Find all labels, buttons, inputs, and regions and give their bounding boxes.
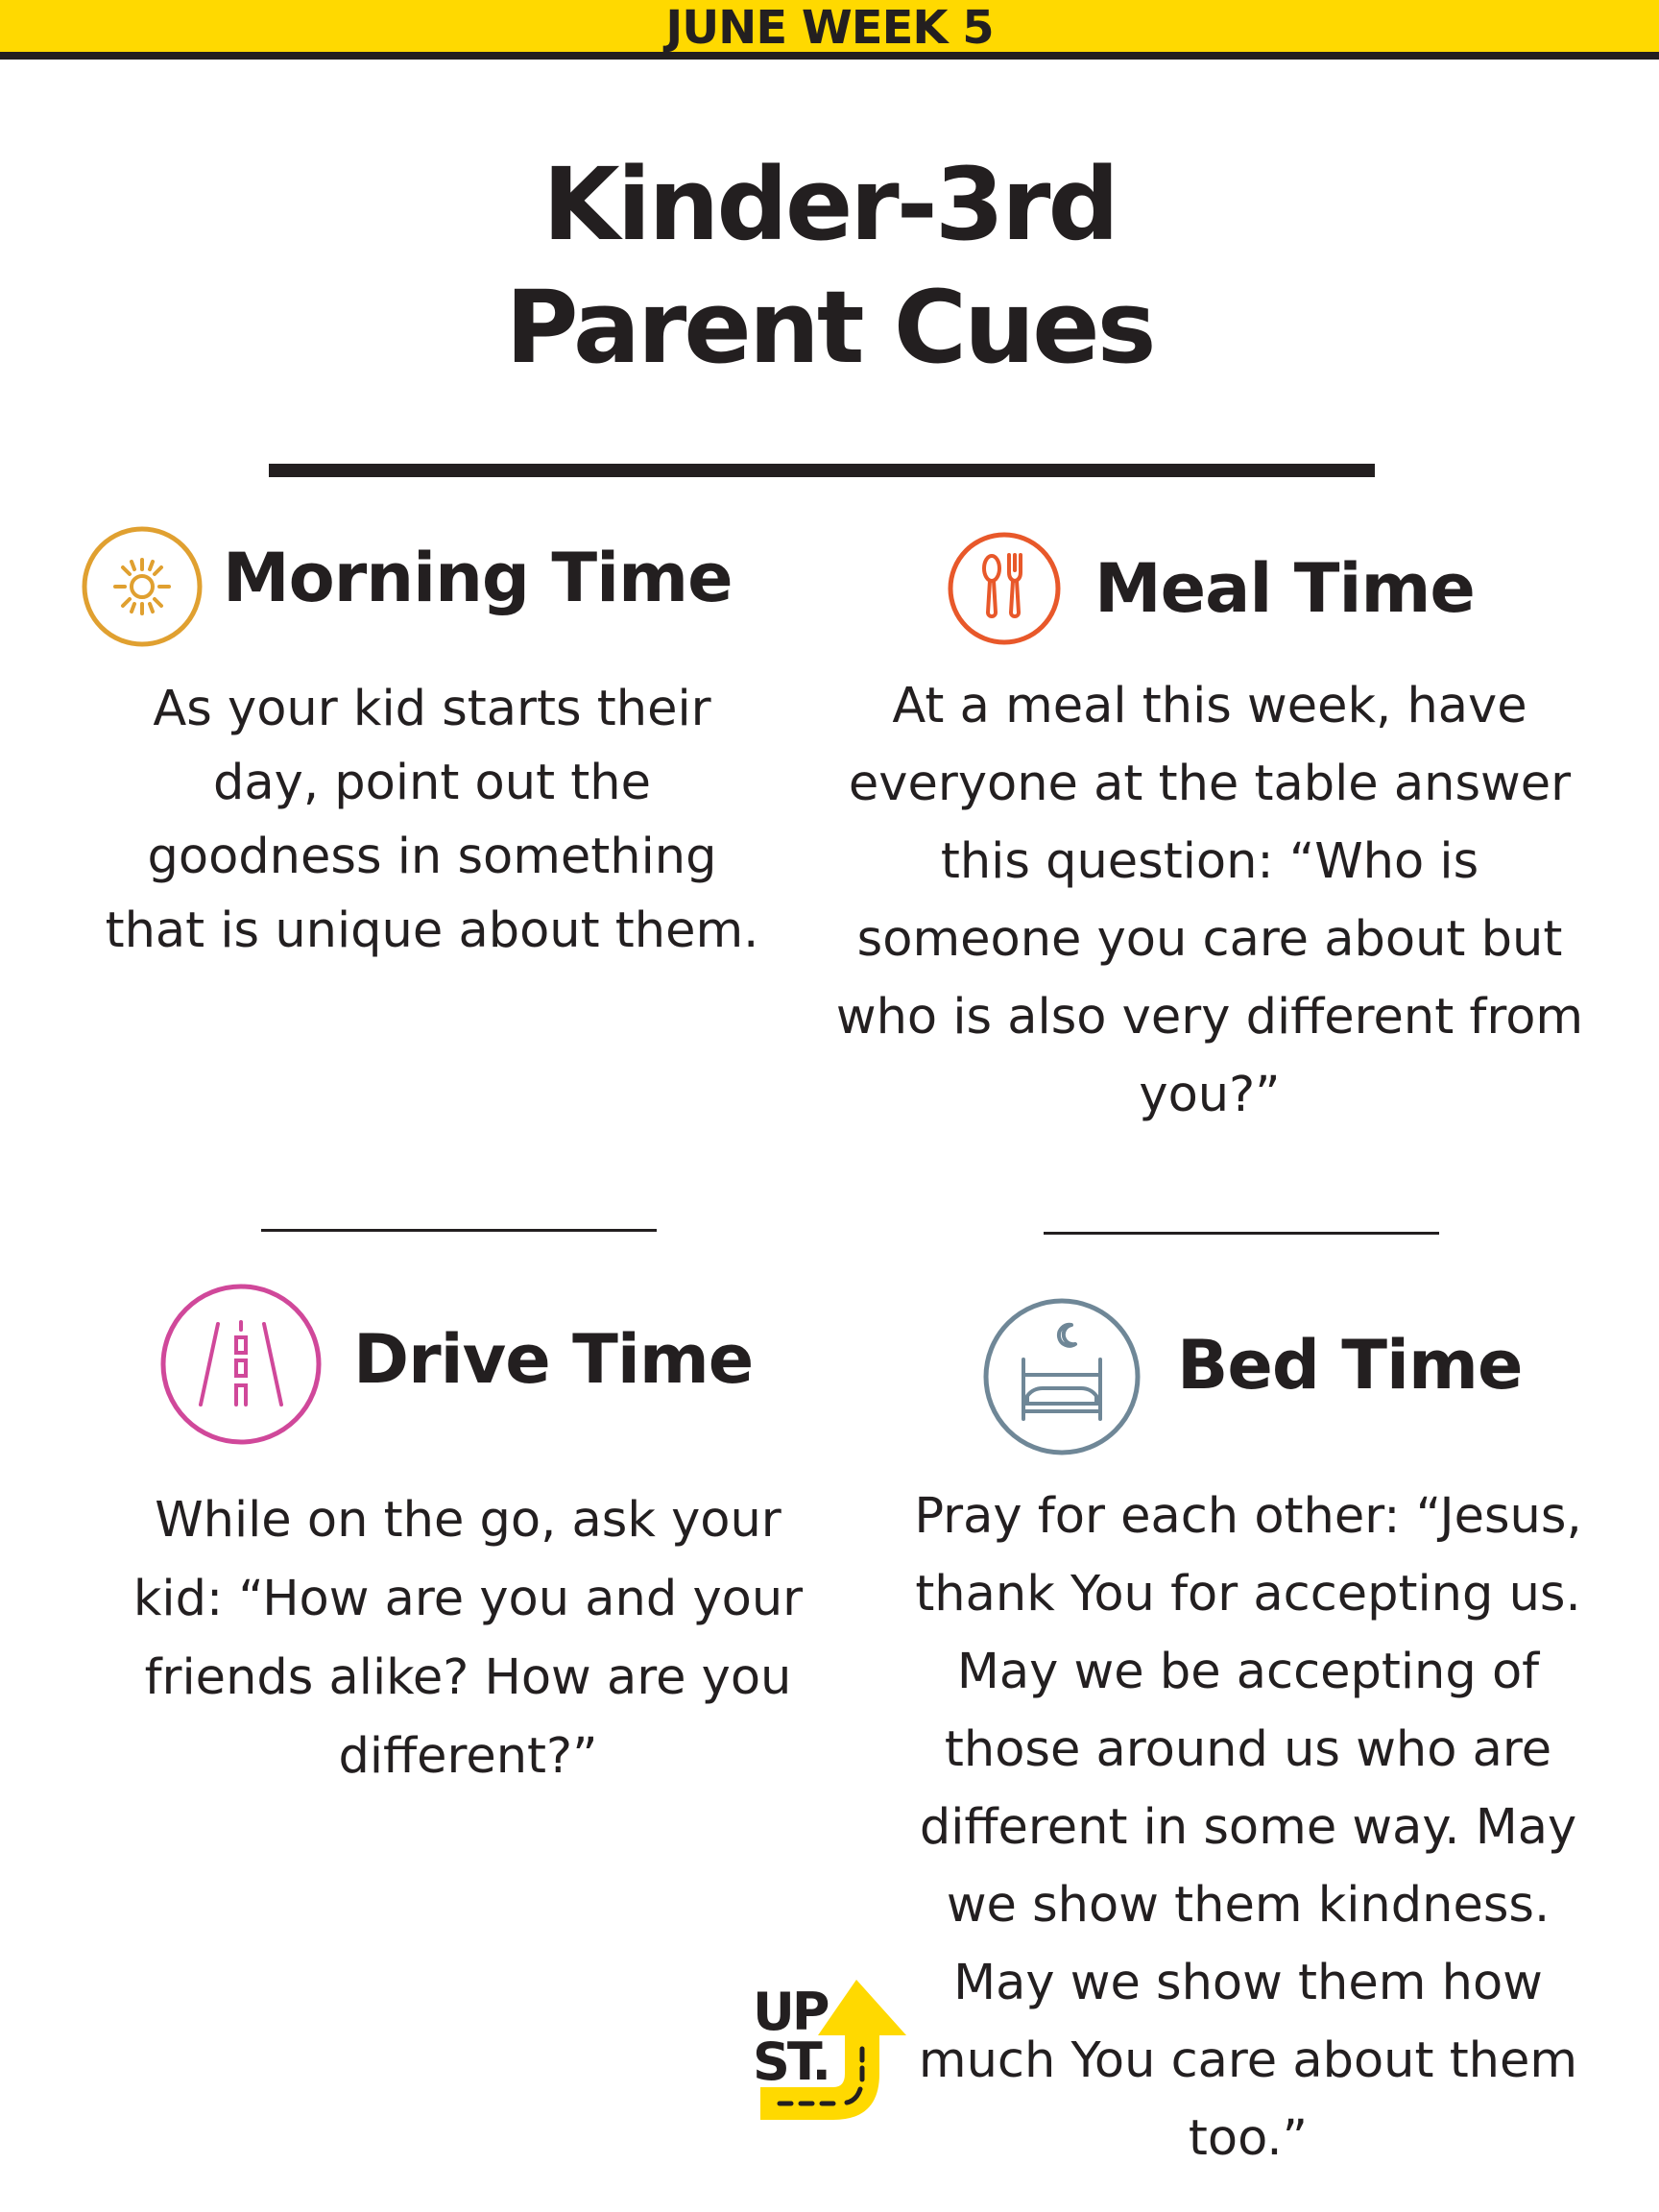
morning-line: day, point out the (213, 755, 651, 811)
divider-right (1044, 1232, 1439, 1235)
meal-line: you?” (1139, 1067, 1281, 1123)
bed-line: May we be accepting of (956, 1644, 1540, 1700)
sun-icon (79, 523, 205, 650)
bed-line: different in some way. May (919, 1799, 1577, 1856)
morning-line: goodness in something (147, 829, 717, 885)
page-title-line-1: Kinder-3rd (542, 146, 1117, 263)
meal-line: someone you care about but (856, 911, 1563, 968)
drive-time-title: Drive Time (353, 1320, 754, 1399)
morning-line: As your kid starts their (153, 681, 711, 737)
drive-line: different?” (338, 1728, 598, 1785)
bed-line: May we show them how (953, 1955, 1543, 2011)
divider-left (261, 1229, 657, 1232)
meal-time-title: Meal Time (1094, 549, 1475, 628)
drive-line: While on the go, ask your (155, 1492, 781, 1549)
bed-line: we show them kindness. (946, 1877, 1551, 1934)
road-icon (158, 1282, 324, 1447)
morning-time-text (96, 672, 768, 968)
drive-line: kid: “How are you and your (132, 1571, 804, 1627)
bed-time-text (835, 1478, 1659, 2177)
morning-line: that is unique about them. (105, 902, 759, 959)
drive-time-text (86, 1481, 850, 1796)
meal-time-text (826, 667, 1594, 1134)
logo-text-st: ST. (753, 2032, 830, 2092)
bed-line: much You care about them (918, 2032, 1578, 2089)
week-banner (0, 0, 1659, 60)
bed-time-title: Bed Time (1177, 1326, 1523, 1405)
bed-line: thank You for accepting us. (915, 1566, 1581, 1623)
page-title-line-2: Parent Cues (505, 269, 1154, 386)
meal-line: At a meal this week, have (892, 678, 1527, 734)
meal-line: who is also very different from (835, 989, 1584, 1046)
title-divider (269, 464, 1375, 477)
morning-time-title: Morning Time (223, 539, 733, 617)
bed-line: too.” (1188, 2110, 1309, 2167)
bed-moon-icon (981, 1296, 1142, 1457)
meal-line: everyone at the table answer (848, 756, 1572, 812)
meal-line: this question: “Who is (940, 833, 1479, 890)
week-label: JUNE WEEK 5 (665, 1, 994, 55)
spoon-fork-icon (946, 530, 1063, 647)
upst-logo (749, 1968, 931, 2141)
drive-line: friends alike? How are you (144, 1649, 792, 1706)
bed-line: those around us who are (944, 1721, 1552, 1778)
bed-line: Pray for each other: “Jesus, (914, 1488, 1582, 1545)
logo-text-up: UP (753, 1982, 828, 2042)
